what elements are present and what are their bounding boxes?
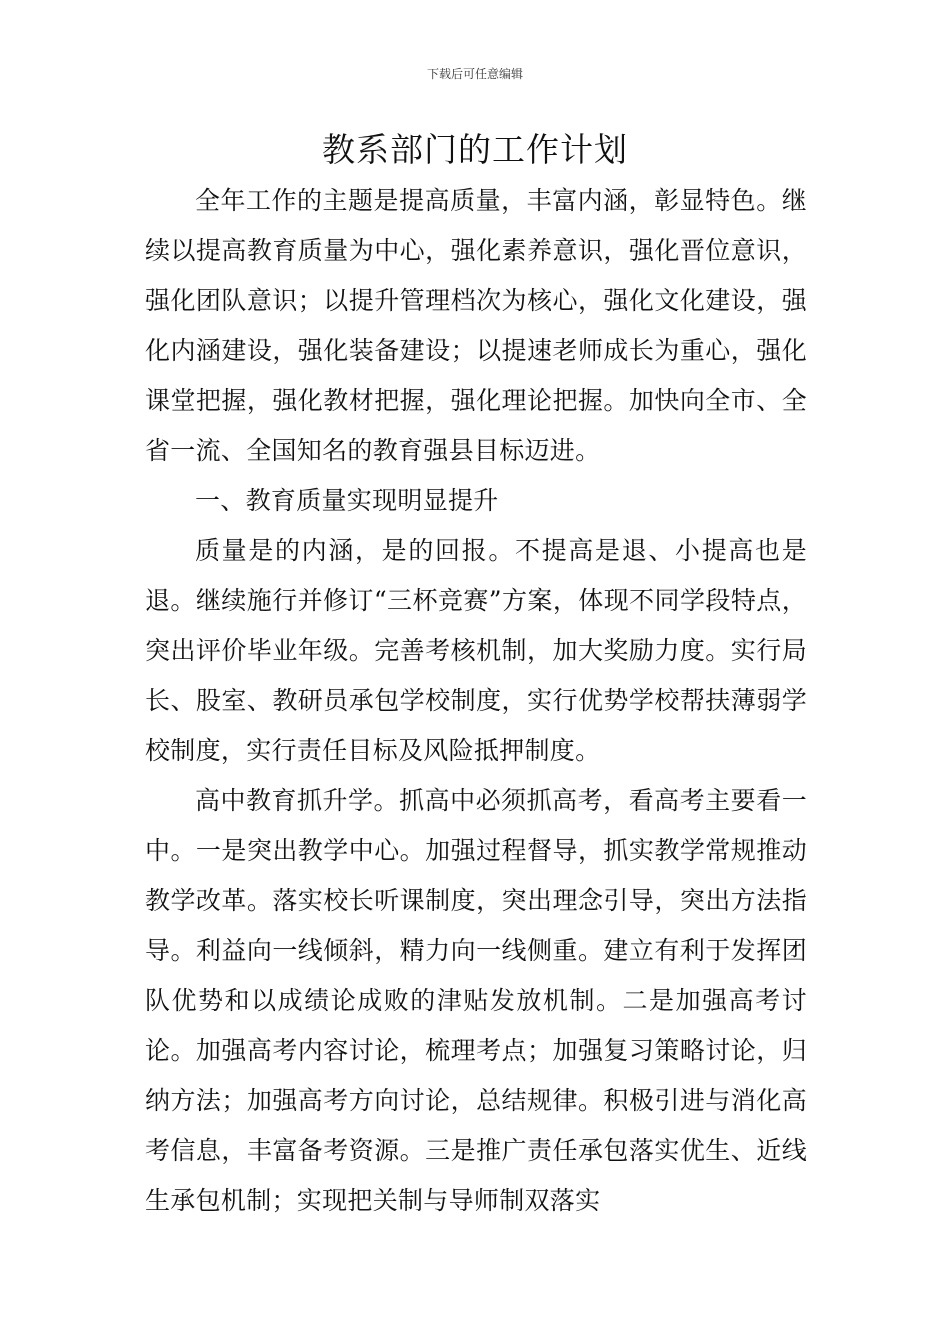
paragraph-high-school: 高中教育抓升学。抓高中必须抓高考，看高考主要看一中。一是突出教学中心。加强过程督导，抓实教学常规推动教学改革。落实校长听课制度，突出理念引导，突出方法指导。利益向一线倾斜，精力向一线侧重。建立有利于发挥团队优势和以成绩论成败的津贴发放机制。二是加强高考讨论。加强高考内容讨论，梳理考点；加强复习策略讨论，归纳方法；加强高考方向讨论，总结规律。积极引进与消化高考信息，丰富备考资源。三是推广责任承包落实优生、近线生承包机制；实现把关制与导师制双落实 [145,786,807,1215]
document-body [145,176,807,1226]
paragraph-theme: 全年工作的主题是提高质量，丰富内涵，彰显特色。继续以提高教育质量为中心，强化素养意识，强化晋位意识，强化团队意识；以提升管理档次为核心，强化文化建设，强化内涵建设，强化装备建设；以提速老师成长为重心，强化课堂把握，强化教材把握，强化理论把握。加快向全市、全省一流、全国知名的教育强县目标迈进。 [145,186,807,465]
paragraph-quality: 质量是的内涵，是的回报。不提高是退、小提高也是退。继续施行并修订“三杯竞赛”方案，体现不同学段特点，突出评价毕业年级。完善考核机制，加大奖励力度。实行局长、股室、教研员承包学校制度，实行优势学校帮扶薄弱学校制度，实行责任目标及风险抵押制度。 [145,536,807,765]
section-heading-quality: 一、教育质量实现明显提升 [195,486,499,515]
document-title: 教系部门的工作计划 [322,130,628,169]
header-note: 下载后可任意编辑 [426,67,523,81]
